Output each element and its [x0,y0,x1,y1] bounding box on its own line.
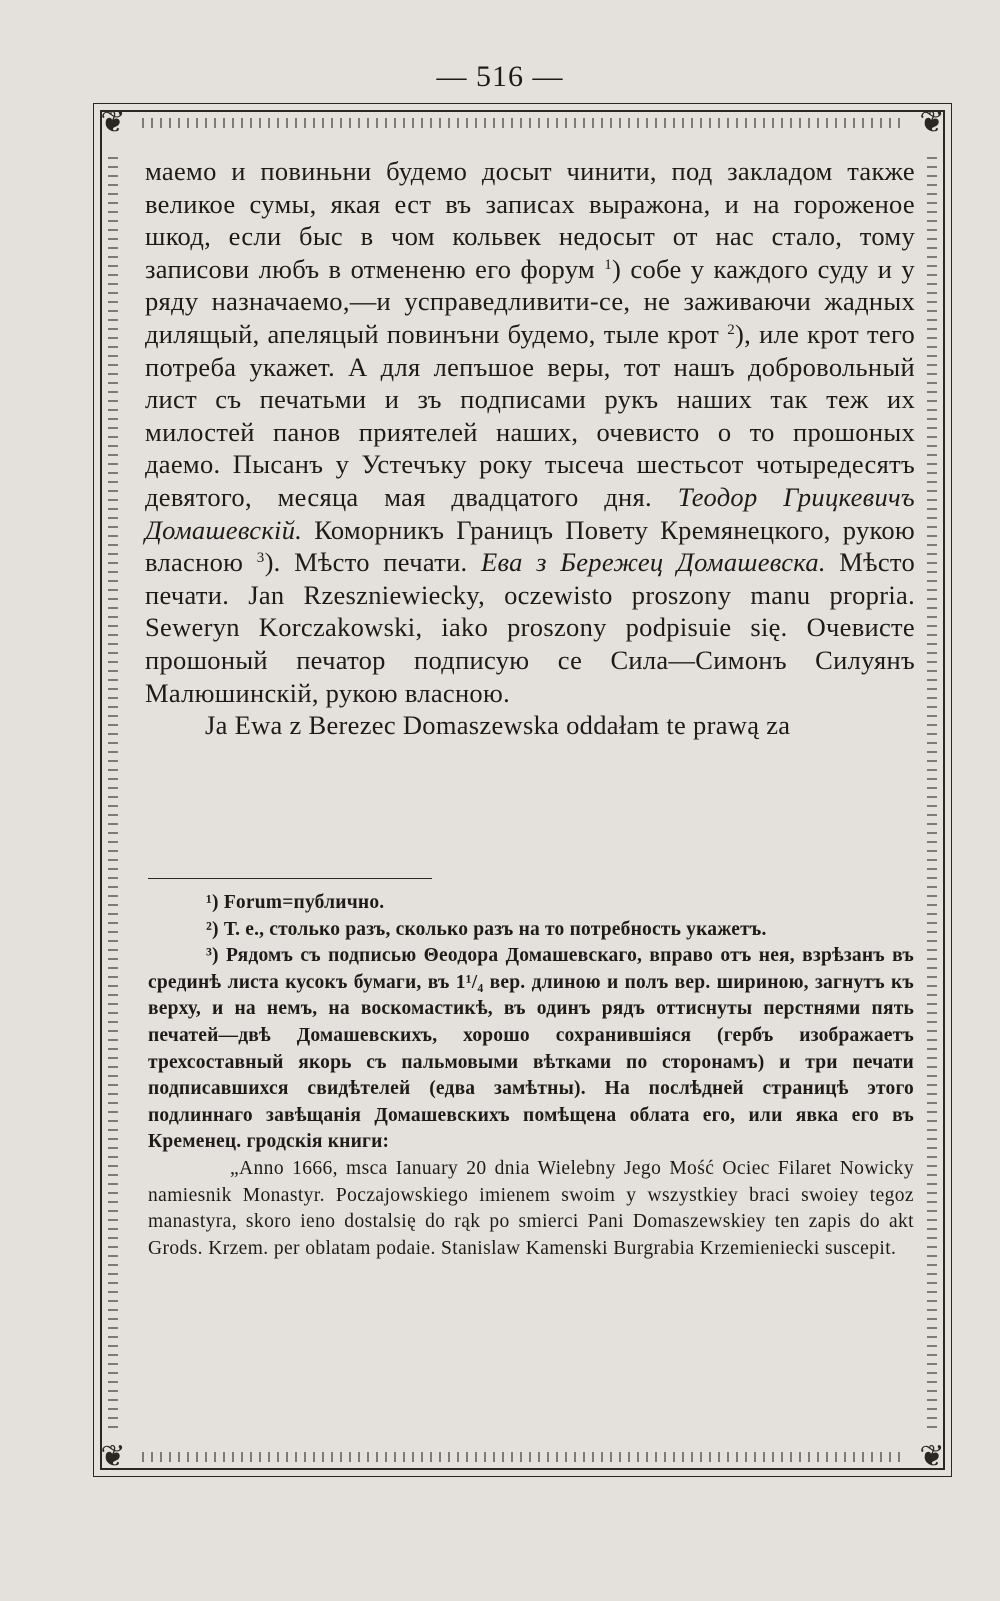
main-text [145,155,915,742]
footnote-1: ¹) Forum=публично. [206,892,385,913]
footnote-2: ²) Т. е., столько разъ, сколько разъ на то потребность укажетъ. [206,918,767,940]
ornament-corner-icon: ❦ [919,1440,945,1473]
signature-eva: Ева з Бережец Домашевска. [480,547,826,578]
ornament-corner-icon: ❦ [100,106,126,139]
ornament-corner-icon: ❦ [919,106,945,139]
main-paragraph-2: Ja Ewa z Berezec Domaszewska oddałam te prawą za [205,710,791,741]
footnotes [148,890,914,1262]
main-paragraph [145,155,915,709]
border-band-right [927,152,937,1428]
text-run: маемо и повиньни будемо досыт чинити, под закладом также великое сумы, якая ест въ записах выражона, и на гороженое шкод, если быс в чом кольвек недосыт от нас стало, тому записови любъ в отмененю его форум [145,156,915,284]
border-band-bottom [142,1452,903,1462]
text-run: ) собе у каждого суду и у ряду назначаемо,—и усправедливити-се, не заживаючи жадных дилящый, апеляцый повинъни будемо, тыле крот [145,253,915,349]
text-run: ), иле крот тего потреба укажет. А для лепъшое веры, тот нашъ добровольный лист съ печатьми и зъ подписами рукъ наших так теж их милостей панов приятелей наших, очевисто о то прошоных даемо. Пысанъ у Устечъку року тысеча шестьсот чотыредесятъ девятого, месяца мая двадцатого дня. [145,318,916,512]
border-band-top [142,118,903,128]
text-run: Мѣсто печати. Jan Rzeszniewiecky, oczewisto proszony manu propria. Seweryn Korczakowski, iako proszony podpisuie się. Очевисте прошоный печатор подписую се Сила—Симонъ Силуянъ Малюшинскій, рукою власною. [145,547,915,708]
signature-theodor: Теодор Грицкевичъ Домашевскій. [145,481,915,545]
page-number: — 516 — [436,60,564,93]
ornament-corner-icon: ❦ [100,1440,126,1473]
text-run: Коморникъ Границъ Повету Кремянецкого, рукою власною [145,514,915,578]
footnote-ref: 2 [727,321,735,338]
border-band-left [108,152,118,1428]
footnote-ref: 3 [256,550,265,567]
footnote-3: ³) Рядомъ съ подписью Θеодора Домашевскаго, вправо отъ нея, взрѣзанъ въ срединѣ листа кусокъ бумаги, въ 1¹/₄ вер. длиною и полъ вер. шириною, загнутъ къ верху, и на немъ, на воскомастикѣ, въ одинъ рядъ оттиснуты перстнями пять печатей—двѣ Домашевскихъ, хорошо сохранившіяся (гербъ изображаетъ трехсоставный якорь съ пальмовыми вѣтками по сторонамъ) и три печати подписавшихся свидѣтелей (едва замѣтны). На послѣдней страницѣ этого подлиннаго завѣщанія Домашевскихъ помѣщена облата его, или явка его въ Кременец. гродскія книги: [148,945,914,1153]
footnote-ref: 1 [604,256,613,273]
text-run: ). Мѣсто печати. [264,547,481,578]
oblata-quote: „Anno 1666, msca Ianuary 20 dnia Wielebny Jego Mość Ociec Filaret Nowicky namiesnik Monastyr. Poczajowskiego imienem swoim y wszystkiey braci swoiey tegoz manastyra, skoro ieno dostalsię do rąk po smierci Pani Domaszewskiey ten zapis do akt Grods. Krzem. per oblatam podaie. Stanislaw Kamenski Burgrabia Krzemieniecki suscepit. [148,1157,914,1259]
footnote-rule [148,878,432,879]
